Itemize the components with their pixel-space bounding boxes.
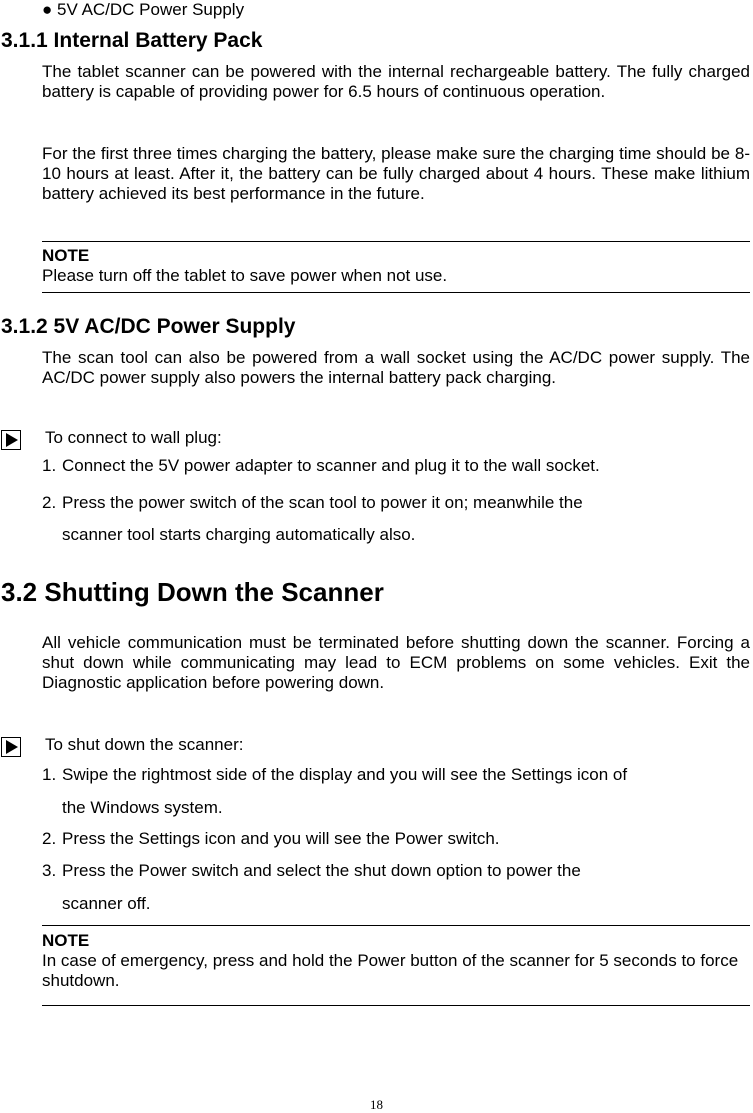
note-box-emergency [42, 925, 750, 1006]
paragraph-battery-capacity: The tablet scanner can be powered with the internal rechargeable battery. The fully charged battery is capable of providing power for 6.5 hours of continuous operation. [42, 62, 750, 101]
section-heading-shutting-down: 3.2 Shutting Down the Scanner [1, 577, 384, 607]
step-number: 2. [42, 493, 57, 512]
list-item [42, 854, 752, 920]
note-label: NOTE [42, 931, 90, 950]
step-text: Connect the 5V power adapter to scanner and plug it to the wall socket. [62, 456, 600, 475]
bullet-item-power-supply: ● 5V AC/DC Power Supply [42, 0, 245, 19]
step-number: 3. [42, 861, 57, 880]
procedure-arrow-icon [1, 430, 21, 450]
list-item [42, 455, 752, 477]
step-text-continued: the Windows system. [62, 798, 223, 817]
step-text: Swipe the rightmost side of the display and you will see the Settings icon of [62, 765, 628, 784]
step-text: Press the power switch of the scan tool to power it on; meanwhile the [62, 493, 583, 512]
section-heading-internal-battery: 3.1.1 Internal Battery Pack [1, 29, 263, 52]
step-number: 2. [42, 829, 57, 848]
paragraph-battery-charging: For the first three times charging the battery, please make sure the charging time should be 8-10 hours at least. After it, the battery can be fully charged about 4 hours. These make lithium battery achieved its best performance in the future. [42, 144, 750, 203]
note-box-battery [42, 241, 750, 293]
paragraph-power-supply: The scan tool can also be powered from a wall socket using the AC/DC power supply. The AC/DC power supply also powers the internal battery pack charging. [42, 348, 750, 387]
paragraph-shutdown-warning: All vehicle communication must be terminated before shutting down the scanner. Forcing a shut down while communicating may lead to ECM problems on some vehicles. Exit the Diagnostic application before powering down. [42, 633, 750, 692]
procedure-intro-shut-down: To shut down the scanner: [45, 735, 244, 754]
note-label: NOTE [42, 246, 90, 265]
step-text: Press the Power switch and select the shut down option to power the [62, 861, 581, 880]
step-text-continued: scanner tool starts charging automatically also. [62, 525, 416, 544]
note-text: In case of emergency, press and hold the Power button of the scanner for 5 seconds to force shutdown. [42, 951, 739, 990]
list-item [42, 758, 752, 824]
page-number: 18 [370, 1097, 383, 1112]
step-number: 1. [42, 456, 57, 475]
procedure-intro-wall-plug: To connect to wall plug: [45, 428, 222, 447]
step-number: 1. [42, 765, 57, 784]
note-text: Please turn off the tablet to save power when not use. [42, 266, 448, 285]
list-item [42, 822, 752, 855]
step-text-continued: scanner off. [62, 894, 151, 913]
step-text: Press the Settings icon and you will see the Power switch. [62, 829, 500, 848]
list-item [42, 487, 752, 551]
procedure-arrow-icon [1, 737, 21, 757]
section-heading-power-supply: 3.1.2 5V AC/DC Power Supply [1, 315, 296, 338]
